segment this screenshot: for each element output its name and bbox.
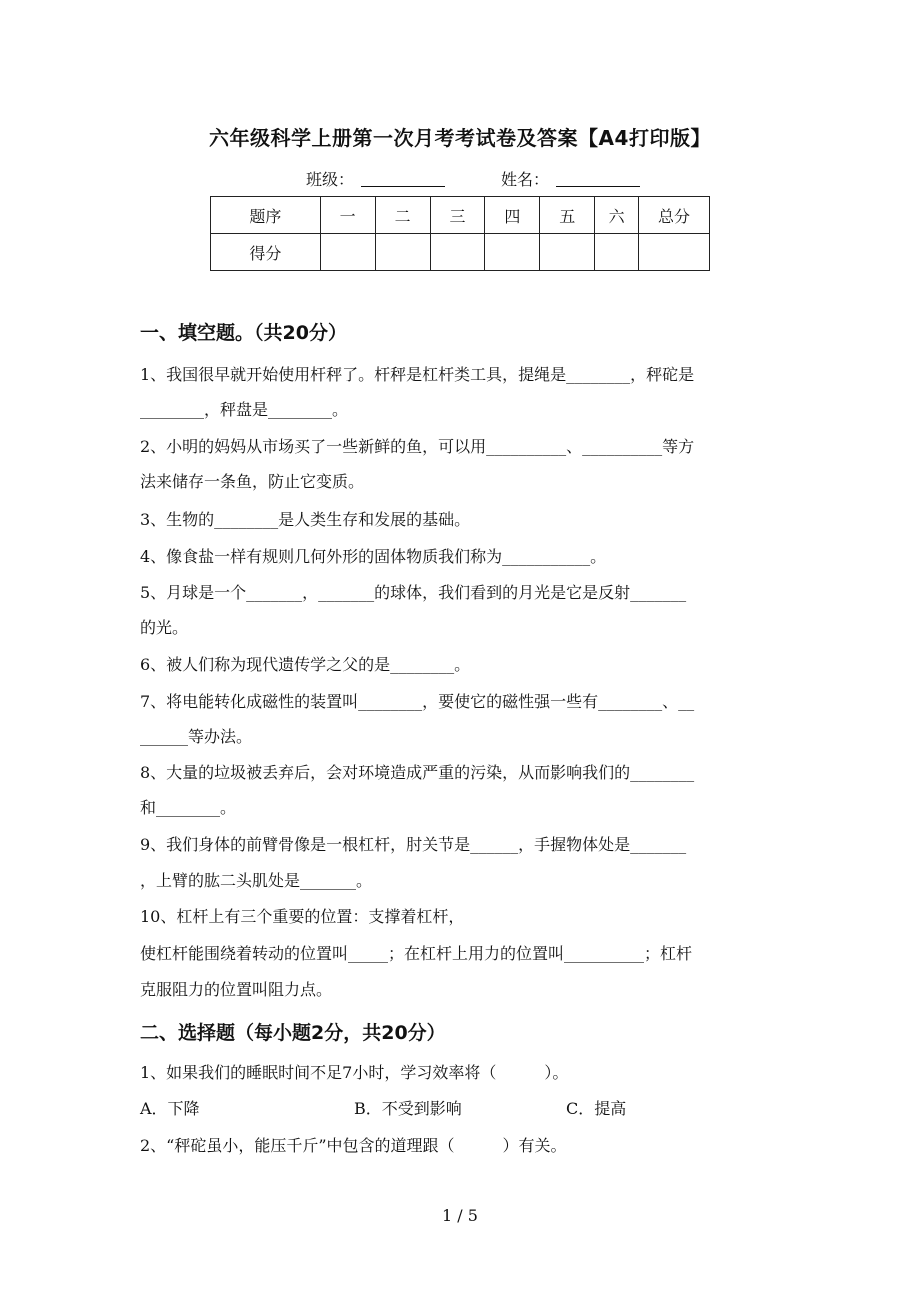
question-line: 2、小明的妈妈从市场买了一些新鲜的鱼，可以用__________、__________等方 <box>140 437 695 456</box>
header-cell: 五 <box>540 197 595 234</box>
score-cell <box>639 234 710 271</box>
header-cell: 六 <box>595 197 639 234</box>
question-line: 3、生物的________是人类生存和发展的基础。 <box>140 510 471 529</box>
question-line: 6、被人们称为现代遗传学之父的是________。 <box>140 655 471 674</box>
question-line: 5、月球是一个_______，_______的球体，我们看到的月光是它是反射_______ <box>140 583 687 602</box>
row-label-cell: 得分 <box>211 234 321 271</box>
name-label: 姓名： <box>501 170 550 189</box>
score-cell <box>430 234 485 271</box>
header-cell: 三 <box>430 197 485 234</box>
choice-question-1: 1、如果我们的睡眠时间不足7小时，学习效率将（ ）。 <box>140 1063 569 1082</box>
score-table-header-row <box>211 197 710 234</box>
score-table <box>210 196 710 271</box>
option-a: A．下降 <box>140 1099 200 1118</box>
question-line: 9、我们身体的前臂骨像是一根杠杆，肘关节是______，手握物体处是_______ <box>140 835 687 854</box>
question-line: 10、杠杆上有三个重要的位置：支撑着杠杆， <box>140 907 465 926</box>
question-line: 克服阻力的位置叫阻力点。 <box>140 980 333 999</box>
choice-question-2: 2、“秤砣虽小，能压千斤”中包含的道理跟（ ）有关。 <box>140 1136 567 1155</box>
question-line: 的光。 <box>140 618 189 637</box>
section2-heading: 二、选择题（每小题2分，共20分） <box>140 1022 446 1044</box>
question-line: 法来储存一条鱼，防止它变质。 <box>140 472 365 491</box>
question-line: 8、大量的垃圾被丢弃后，会对环境造成严重的污染，从而影响我们的________ <box>140 763 695 782</box>
exam-title: 六年级科学上册第一次月考考试卷及答案【A4打印版】 <box>209 126 711 150</box>
name-blank <box>556 186 640 187</box>
score-table-score-row <box>211 234 710 271</box>
header-cell: 一 <box>320 197 375 234</box>
question-line: ，上臂的肱二头肌处是_______。 <box>140 871 373 890</box>
question-line: 7、将电能转化成磁性的装置叫________，要使它的磁性强一些有________、__ <box>140 692 695 711</box>
score-cell <box>485 234 540 271</box>
option-b: B．不受到影响 <box>354 1099 462 1118</box>
score-cell <box>375 234 430 271</box>
score-cell <box>540 234 595 271</box>
question-line: 4、像食盐一样有规则几何外形的固体物质我们称为___________。 <box>140 547 607 566</box>
header-cell: 四 <box>485 197 540 234</box>
section1-heading: 一、填空题。（共20分） <box>140 322 347 344</box>
question-line: 和________。 <box>140 798 237 817</box>
question-line: ________，秤盘是________。 <box>140 400 349 419</box>
option-c: C．提高 <box>566 1099 627 1118</box>
header-cell: 二 <box>375 197 430 234</box>
score-cell <box>595 234 639 271</box>
question-line: 使杠杆能围绕着转动的位置叫_____；在杠杆上用力的位置叫__________；杠杆 <box>140 944 693 963</box>
header-cell: 总分 <box>639 197 710 234</box>
class-label: 班级： <box>306 170 355 189</box>
question-line: 1、我国很早就开始使用杆秤了。杆秤是杠杆类工具，提绳是________，秤砣是 <box>140 365 695 384</box>
page-number: 1 / 5 <box>442 1206 478 1225</box>
question-line: ______等办法。 <box>140 727 253 746</box>
class-blank <box>361 186 445 187</box>
score-cell <box>320 234 375 271</box>
header-cell: 题序 <box>211 197 321 234</box>
